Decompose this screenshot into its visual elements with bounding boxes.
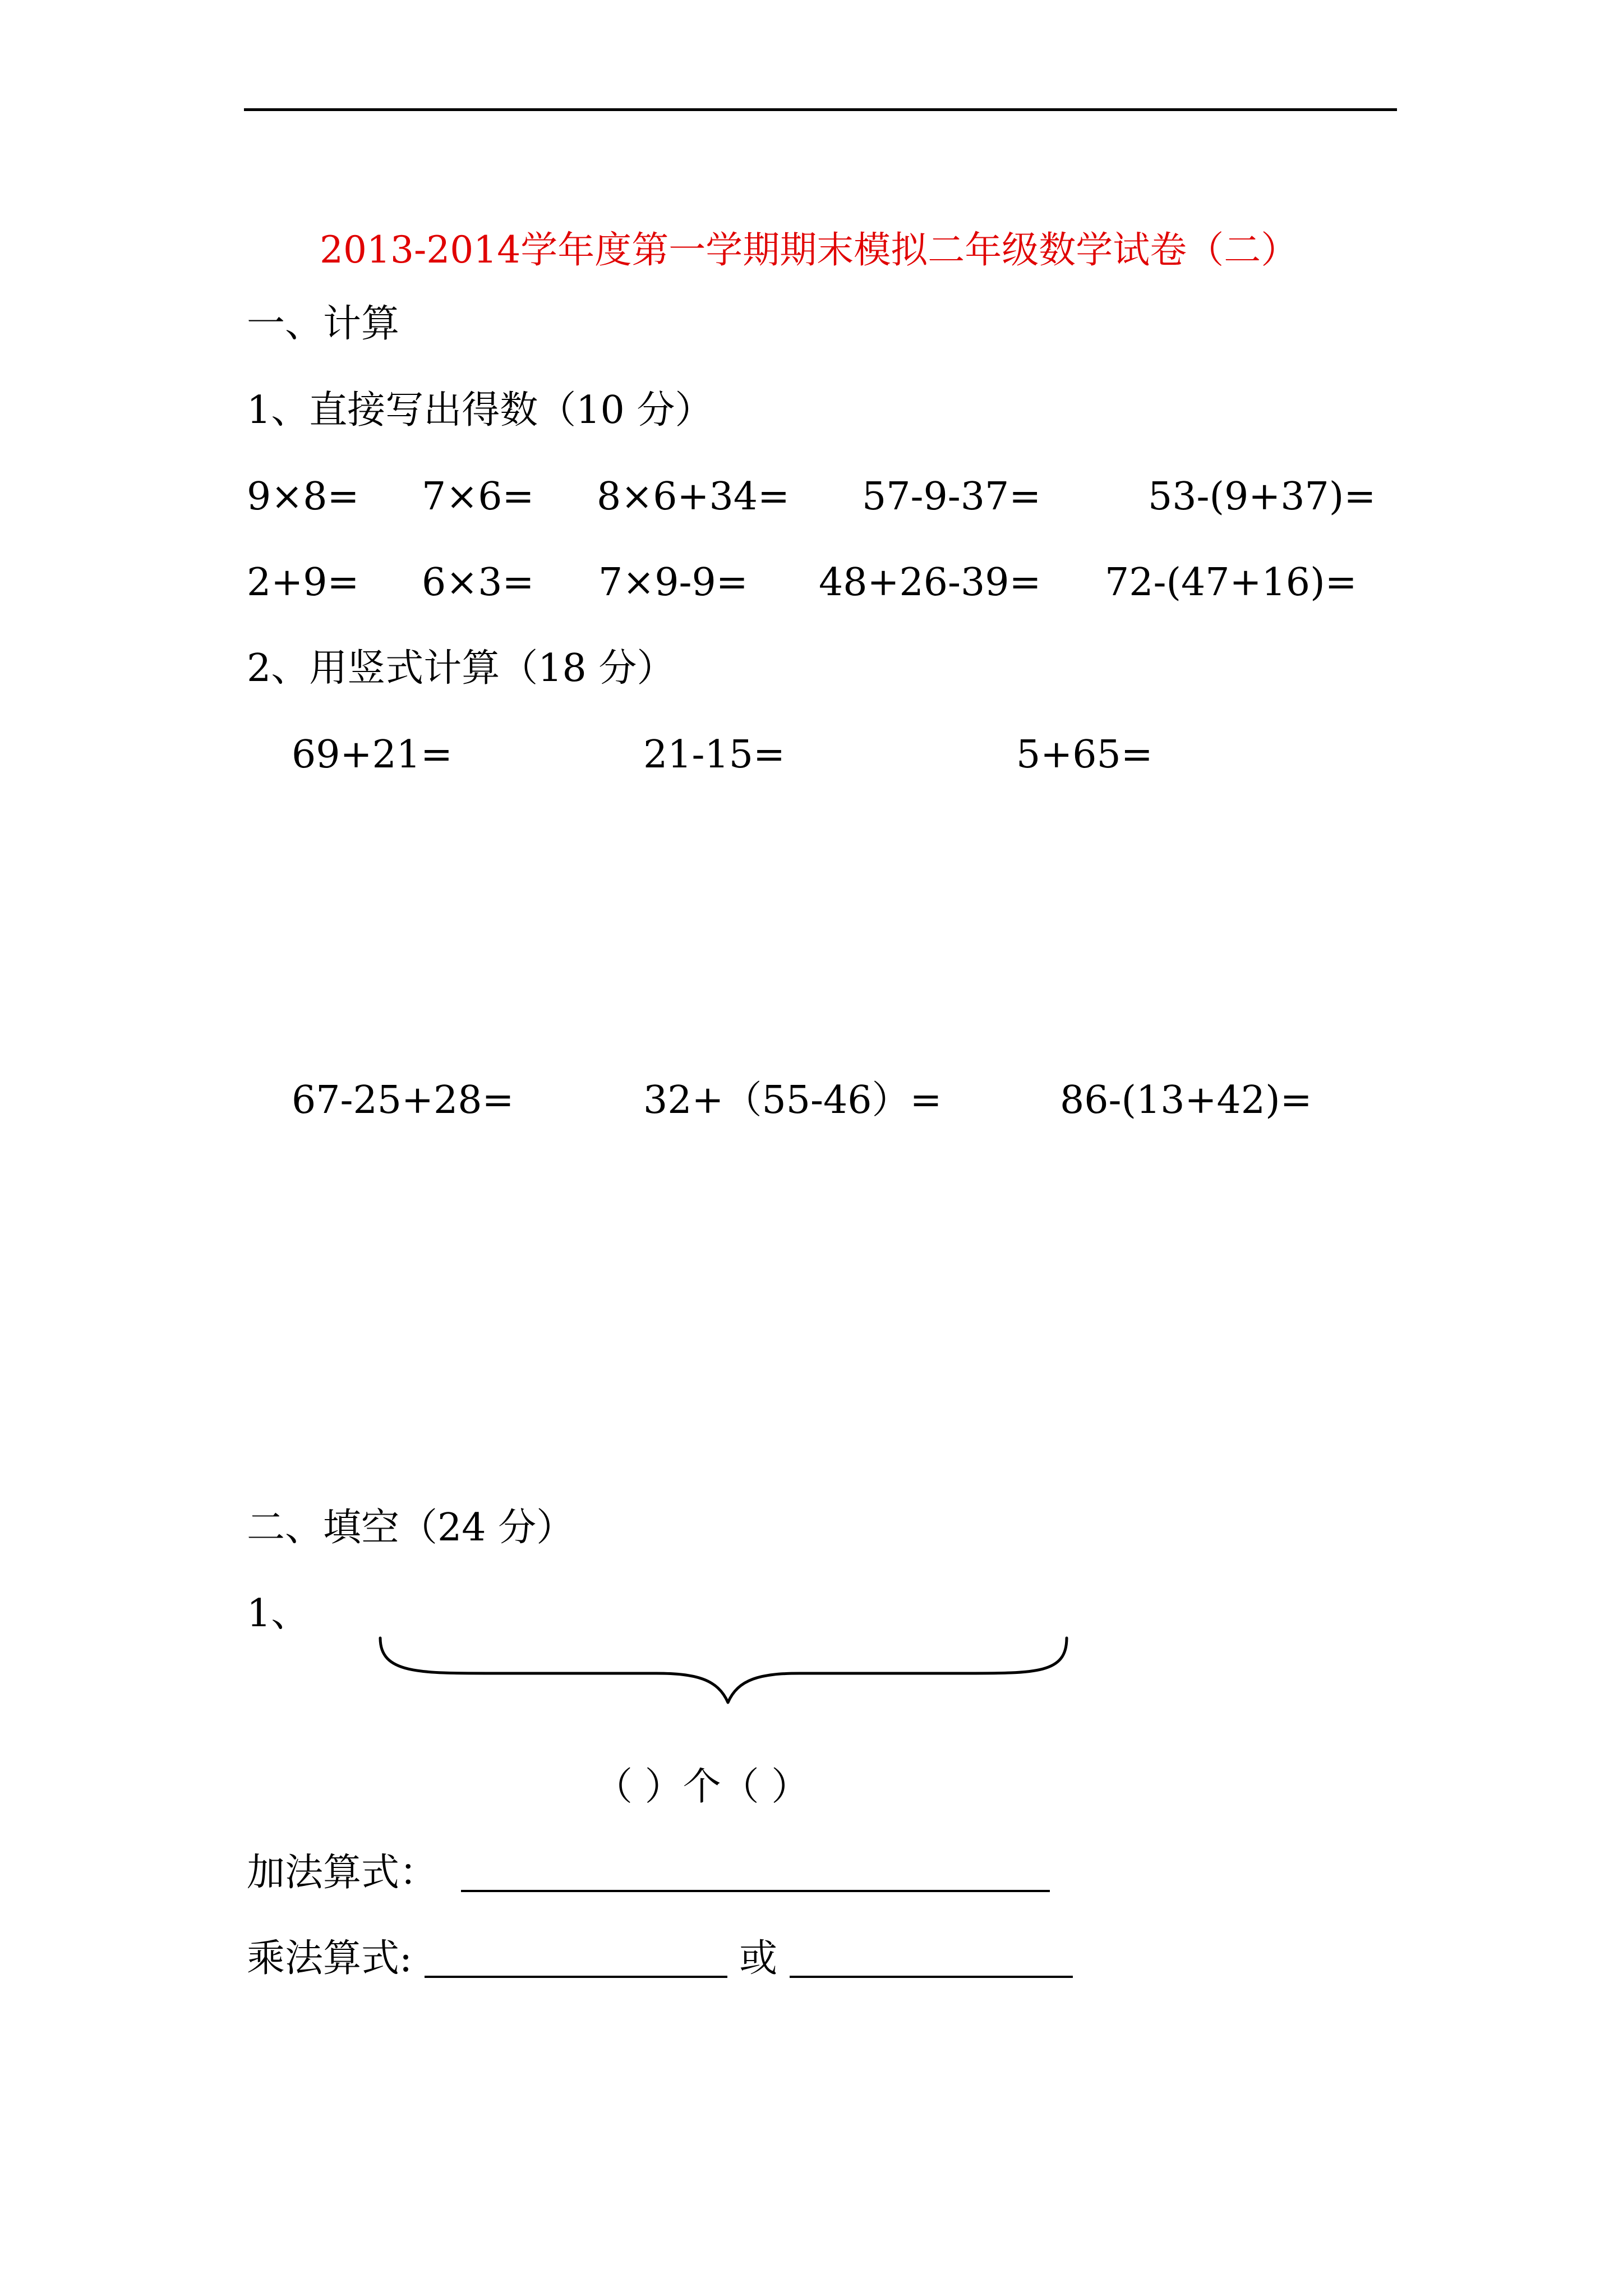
- curly-brace-shape: [376, 1635, 1071, 1714]
- q1-r1-item-2: 7×6=: [422, 475, 534, 519]
- q1-r2-item-4: 48+26-39=: [819, 560, 1041, 605]
- q2-r2-item-3: 86-(13+42)=: [1060, 1078, 1312, 1122]
- page-title: 2013-2014学年度第一学期期末模拟二年级数学试卷（二）: [320, 228, 1298, 272]
- section1-heading: 一、计算: [247, 302, 400, 346]
- brace-caption: （ ）个（ ）: [594, 1765, 810, 1809]
- q2-r2-item-2: 32+（55-46）=: [643, 1078, 942, 1122]
- q1-r2-item-2: 6×3=: [422, 560, 534, 605]
- header-rule: [244, 108, 1397, 111]
- q2-r1-item-1: 69+21=: [292, 733, 453, 777]
- q2-label: 2、用竖式计算（18 分）: [247, 646, 675, 691]
- section2-heading: 二、填空（24 分）: [247, 1506, 575, 1550]
- q2-r1-item-2: 21-15=: [643, 733, 786, 777]
- q1-label: 1、直接写出得数（10 分）: [247, 388, 713, 432]
- addition-label: 加法算式：: [247, 1851, 438, 1895]
- addition-answer-line[interactable]: [461, 1856, 1050, 1892]
- multiplication-label: 乘法算式:: [247, 1936, 412, 1981]
- q1-r2-item-1: 2+9=: [247, 560, 359, 605]
- or-text: 或: [739, 1936, 778, 1981]
- addition-formula-row: [247, 1851, 1050, 1895]
- q2-r1-item-3: 5+65=: [1016, 733, 1153, 777]
- multiplication-answer-line-2[interactable]: [790, 1942, 1073, 1978]
- q2-r2-item-1: 67-25+28=: [292, 1078, 514, 1122]
- q1-r1-item-5: 53-(9+37)=: [1148, 475, 1376, 519]
- q1-r1-item-4: 57-9-37=: [862, 475, 1041, 519]
- q1-r1-item-1: 9×8=: [247, 475, 359, 519]
- q1-r1-item-3: 8×6+34=: [597, 475, 790, 519]
- multiplication-formula-row: [247, 1936, 1073, 1981]
- q1-r2-item-5: 72-(47+16)=: [1105, 560, 1357, 605]
- multiplication-answer-line-1[interactable]: [425, 1942, 727, 1978]
- q1-r2-item-3: 7×9-9=: [598, 560, 748, 605]
- s2-q1-label: 1、: [247, 1591, 310, 1636]
